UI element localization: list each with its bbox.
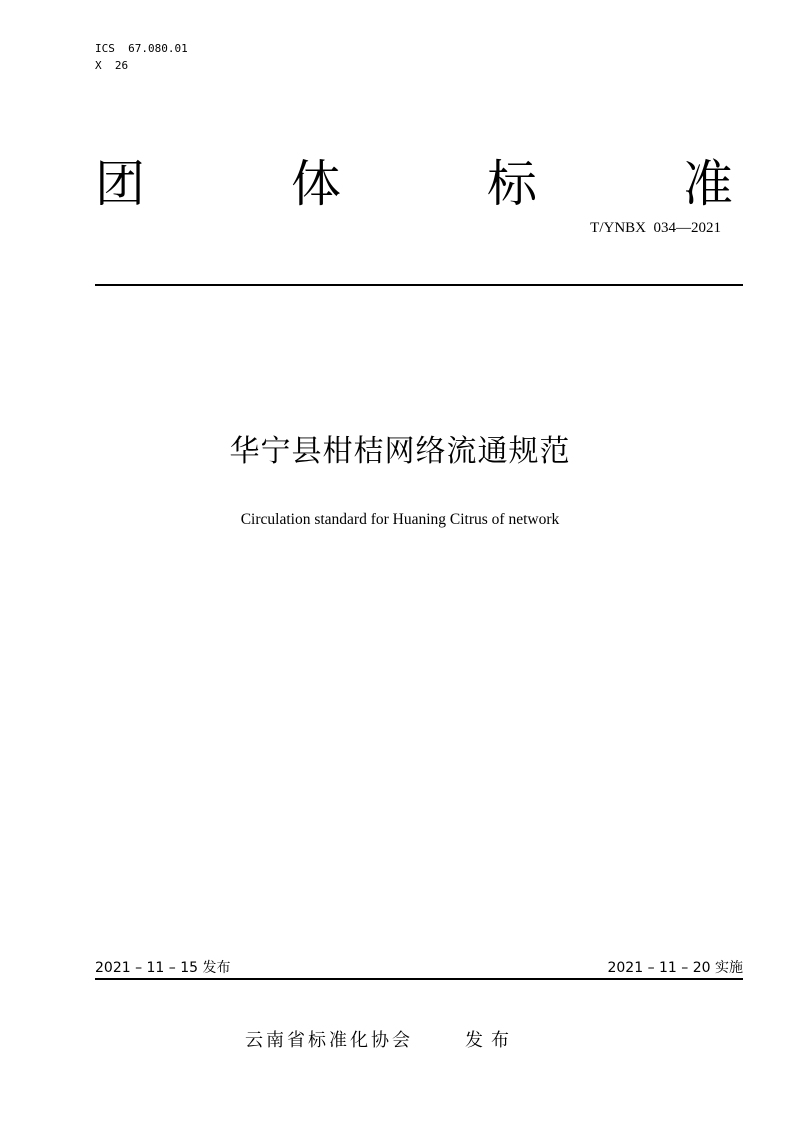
dates-row xyxy=(95,958,743,978)
implement-date: 2021 – 11 – 20 实施 xyxy=(607,960,743,976)
standard-number: T/YNBX 034—2021 xyxy=(590,220,721,236)
ics-code: ICS 67.080.01 xyxy=(95,42,188,55)
title-english: Circulation standard for Huaning Citrus of network xyxy=(240,511,560,528)
publish-date: 2021 – 11 – 15 发布 xyxy=(95,960,231,976)
issuer-line xyxy=(245,1028,517,1054)
doc-type-char-2: 体 xyxy=(291,155,341,213)
doc-type-char-1: 团 xyxy=(95,155,145,213)
document-type-heading xyxy=(95,152,733,216)
doc-type-char-4: 准 xyxy=(683,155,733,213)
ccs-code: X 26 xyxy=(95,59,129,72)
title-chinese: 华宁县柑桔网络流通规范 xyxy=(229,434,571,469)
top-divider xyxy=(95,284,743,286)
issuing-organization: 云南省标准化协会 xyxy=(245,1030,413,1051)
doc-type-char-3: 标 xyxy=(487,155,537,213)
issue-action: 发布 xyxy=(465,1030,517,1051)
classification-codes xyxy=(95,40,188,74)
bottom-divider xyxy=(95,978,743,980)
